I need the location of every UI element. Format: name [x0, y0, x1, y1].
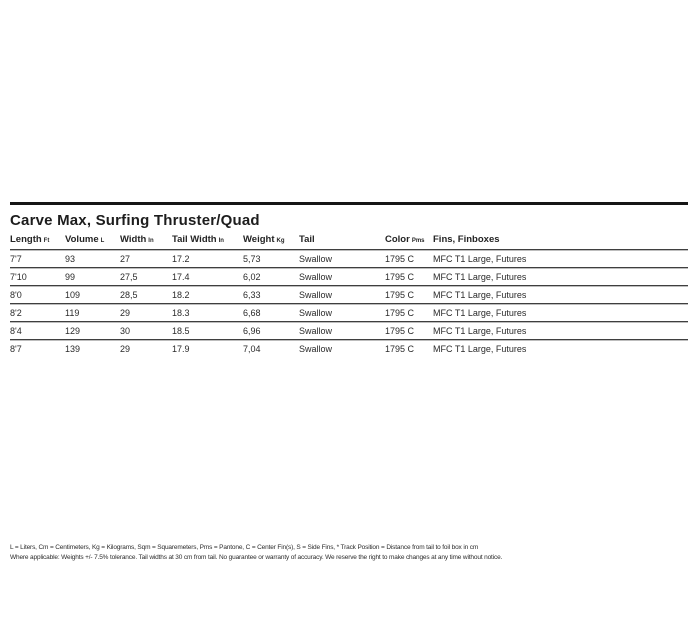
cell-tail-width: 17.9	[172, 343, 190, 354]
footnote-line-2: Where applicable: Weights +/- 7.5% tolerance. Tail widths at 30 cm from tail. No guarantee or warranty of accuracy. We reserve the right to make changes at any time without notice.	[10, 554, 503, 561]
cell-color: 1795 C	[385, 343, 415, 354]
cell-width: 29	[120, 343, 131, 354]
cell-fins-finboxes: MFC T1 Large, Futures	[433, 289, 527, 300]
cell-width: 29	[120, 307, 131, 318]
column-header-fins-finboxes	[433, 234, 688, 245]
cell-volume: 93	[65, 253, 76, 264]
cell-fins-finboxes: MFC T1 Large, Futures	[433, 325, 527, 336]
column-label: Width	[120, 234, 147, 245]
footnote-line-1: L = Liters, Cm = Centimeters, Kg = Kilograms, Sqm = Squaremeters, Pms = Pantone, C = Center Fin(s), S = Side Fins, * Track Position = Distance from tail to foil box in cm	[10, 544, 479, 551]
column-unit: Kg	[276, 238, 285, 244]
column-unit: Ft	[43, 238, 50, 244]
column-header-tail-width	[172, 234, 243, 245]
cell-tail-width: 18.3	[172, 307, 190, 318]
cell-length: 8'7	[10, 343, 22, 354]
cell-tail-width: 18.5	[172, 325, 190, 336]
table-title: Carve Max, Surfing Thruster/Quad	[10, 212, 260, 229]
cell-color: 1795 C	[385, 271, 415, 282]
cell-width: 27	[120, 253, 131, 264]
cell-tail: Swallow	[299, 307, 333, 318]
cell-volume: 119	[65, 307, 80, 318]
column-header-volume	[65, 234, 120, 245]
column-unit: In	[148, 238, 154, 244]
column-header-length	[10, 234, 65, 245]
cell-tail-width: 17.4	[172, 271, 190, 282]
column-label: Fins, Finboxes	[433, 234, 500, 245]
cell-length: 8'2	[10, 307, 22, 318]
column-unit: In	[218, 238, 224, 244]
table-row	[10, 322, 688, 340]
column-label: Tail Width	[172, 234, 217, 245]
cell-color: 1795 C	[385, 289, 415, 300]
column-unit: L	[100, 238, 105, 244]
cell-weight: 5,73	[243, 253, 261, 264]
cell-weight: 6,33	[243, 289, 261, 300]
cell-length: 7'7	[10, 253, 22, 264]
column-label: Length	[10, 234, 42, 245]
cell-volume: 99	[65, 271, 76, 282]
cell-tail-width: 17.2	[172, 253, 190, 264]
cell-width: 30	[120, 325, 131, 336]
table-row	[10, 340, 688, 357]
cell-fins-finboxes: MFC T1 Large, Futures	[433, 307, 527, 318]
cell-tail: Swallow	[299, 289, 333, 300]
cell-length: 8'4	[10, 325, 22, 336]
cell-color: 1795 C	[385, 253, 415, 264]
cell-weight: 6,02	[243, 271, 261, 282]
cell-tail: Swallow	[299, 253, 333, 264]
column-header-width	[120, 234, 172, 245]
cell-weight: 7,04	[243, 343, 261, 354]
cell-volume: 129	[65, 325, 81, 336]
table-header-row	[10, 231, 688, 250]
table-row	[10, 286, 688, 304]
cell-volume: 139	[65, 343, 81, 354]
table-row	[10, 268, 688, 286]
spec-sheet	[10, 202, 688, 357]
cell-tail: Swallow	[299, 343, 333, 354]
column-label: Color	[385, 234, 410, 245]
cell-length: 7'10	[10, 271, 27, 282]
cell-fins-finboxes: MFC T1 Large, Futures	[433, 343, 527, 354]
column-label: Tail	[299, 234, 315, 245]
column-label: Volume	[65, 234, 99, 245]
cell-tail-width: 18.2	[172, 289, 190, 300]
column-label: Weight	[243, 234, 275, 245]
column-header-tail	[299, 234, 385, 245]
cell-length: 8'0	[10, 289, 22, 300]
cell-width: 28,5	[120, 289, 138, 300]
cell-color: 1795 C	[385, 325, 415, 336]
cell-width: 27,5	[120, 271, 138, 282]
cell-fins-finboxes: MFC T1 Large, Futures	[433, 253, 527, 264]
table-row	[10, 304, 688, 322]
cell-fins-finboxes: MFC T1 Large, Futures	[433, 271, 527, 282]
footnotes	[10, 543, 690, 563]
cell-volume: 109	[65, 289, 81, 300]
cell-weight: 6,68	[243, 307, 261, 318]
cell-color: 1795 C	[385, 307, 415, 318]
column-unit: Pms	[411, 238, 425, 244]
cell-tail: Swallow	[299, 325, 333, 336]
cell-tail: Swallow	[299, 271, 333, 282]
cell-weight: 6,96	[243, 325, 261, 336]
column-header-weight	[243, 234, 299, 245]
table-row	[10, 250, 688, 268]
column-header-color	[385, 234, 433, 245]
